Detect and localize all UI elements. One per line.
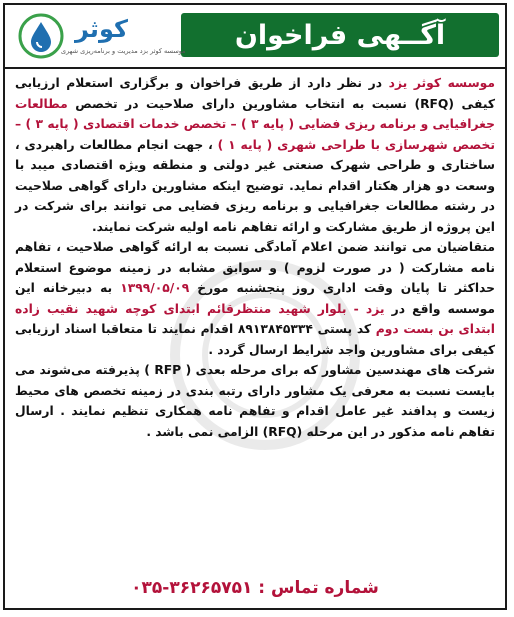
paragraph-intro	[15, 73, 495, 237]
submission-text-1: متقاضیان می توانند ضمن اعلام آمادگی نسبت به ارائه گواهی صلاحیت ، تفاهم نامه مشارکت ( در صورت لزوم ) و سوابق مشابه در زمینه موضوع استعلام حداکثر تا پایان وقت اداری روز پنجشنبه مورخ	[15, 240, 496, 295]
contact-phone: ۰۳۵-۳۶۲۶۵۷۵۱	[131, 578, 253, 598]
deadline-date: ۱۳۹۹/۰۵/۰۹	[120, 281, 190, 295]
header	[5, 5, 505, 69]
required-specialties: مطالعات جغرافیایی و برنامه ریزی فضایی ( پایه ۳ ) – تخصص خدمات اقتصادی ( پایه ۳ ) – تخصص شهرسازی با طراحی شهری ( پایه ۱ )	[15, 96, 495, 152]
postal-code: ۸۹۱۳۸۴۵۳۳۴	[237, 322, 313, 336]
organization-logo	[11, 11, 186, 61]
submission-text-4: اقدام نمایند تا متعاقبا اسناد ارزیابی کیفی برای مشاورین واجد شرایط ارسال گردد .	[15, 322, 495, 357]
announcement-body	[15, 73, 495, 442]
organization-name: موسسه کوثر یزد	[388, 76, 495, 90]
title-banner	[181, 13, 499, 57]
logo-wordmark: کوثر	[75, 15, 128, 43]
intro-text-2: ، جهت انجام مطالعات راهبردی ، ساختاری و طراحی شهرک صنعتی غیر دولتی و منطقه ویژه اقتصادی میبد با وسعت دو هزار هکتار اقدام نماید. توضیح اینکه مشاورین دارای گواهی صلاحیت در رشته مطالعات جغرافیایی و برنامه ریزی فضایی می توانند برای شرکت در این پروژه از طریق مشارکت و ارائه تفاهم نامه اولیه شرکت نمایند.	[15, 137, 495, 234]
submission-text-2: به دبیرخانه این موسسه واقع در	[15, 281, 495, 316]
contact-label: شماره تماس :	[258, 578, 379, 598]
contact-line	[5, 578, 505, 598]
paragraph-submission	[15, 237, 495, 360]
paragraph-rfp: شرکت های مهندسین مشاور که برای مرحله بعدی ( RFP ) پذیرفته می‌شوند می بایست نسبت به معرفی یک مشاور دارای رتبه بندی در زمینه تخصص های محیط زیست و پدافند غیر عامل اقدام و تفاهم نامه همکاری تنظیم نمایند . ارسال تفاهم نامه مذکور در این مرحله (RFQ) الزامی نمی باشد .	[15, 363, 495, 439]
page-title: آگــهی فراخوان	[234, 19, 446, 51]
water-drop-icon	[15, 13, 67, 59]
intro-text-1: در نظر دارد از طریق فراخوان و برگزاری استعلام ارزیابی کیفی (RFQ) نسبت به انتخاب مشاورین دارای صلاحیت در تخصص	[15, 76, 495, 111]
office-address: یزد - بلوار شهید منتظرقائم ابتدای کوچه شهید نقیب زاده ابتدای بن بست دوم	[15, 301, 495, 336]
announcement-frame	[3, 3, 507, 610]
logo-tagline: موسسه کوثر بزد مدیریت و برنامه‌ریزی شهری	[61, 47, 186, 55]
submission-text-3: کد پستی	[312, 322, 376, 336]
